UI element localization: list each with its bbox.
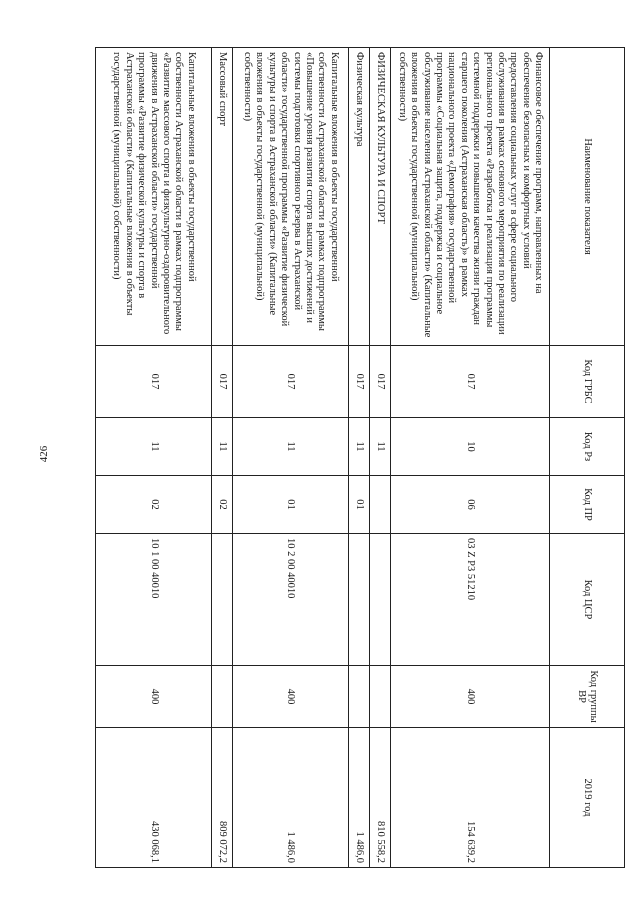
cell-rz: 11 [348,418,369,476]
header-name: Наименование показателя [550,48,625,346]
header-pr: Код ПР [550,476,625,534]
cell-csr: 10 2 00 40010 [232,534,348,666]
table-row [348,48,369,868]
page-number: 426 [38,445,50,463]
cell-name: Массовый спорт [211,48,232,346]
cell-grbs: 017 [390,346,549,418]
header-vr: Код группы ВР [550,666,625,728]
cell-amount: 430 068,1 [96,728,212,868]
cell-csr [369,534,390,666]
cell-vr: 400 [232,666,348,728]
header-row [550,48,625,868]
cell-name: Физическая культура [348,48,369,346]
cell-pr: 02 [96,476,212,534]
cell-grbs: 017 [369,346,390,418]
cell-amount: 809 072,2 [211,728,232,868]
cell-amount: 154 639,2 [390,728,549,868]
cell-vr: 400 [96,666,212,728]
header-csr: Код ЦСР [550,534,625,666]
cell-name: Капитальные вложения в объекты государственной собственности Астраханской области в рамках подпрограммы «Развитие массового спорта и физкультурно-оздоровительного движения в Астраханской области» государственной программы «Развитие физической культуры и спорта в Астраханской области» (Капитальные вложения в объекты государственной (муниципальной) собственности) [96,48,212,346]
table-header [550,48,625,868]
budget-table [95,47,625,868]
header-year: 2019 год [550,728,625,868]
header-rz: Код Рз [550,418,625,476]
cell-pr: 01 [348,476,369,534]
cell-amount: 1 486,0 [232,728,348,868]
cell-rz: 11 [369,418,390,476]
cell-csr: 10 1 00 40010 [96,534,212,666]
table-row [211,48,232,868]
table-row [390,48,549,868]
cell-pr: 01 [232,476,348,534]
cell-rz: 11 [96,418,212,476]
cell-name: Финансовое обеспечение программ, направленных на обеспечение безопасных и комфортных условий предоставления социальных услуг в сфере социального обслуживания в рамках основного мероприятия по реализации регионального проекта «Разработка и реализация программы системной поддержки и повышения качества жизни граждан старшего поколения (Астраханская область)» в рамках национального проекта «Демография» государственной программы «Социальная защита, поддержка и социальное обслуживание населения Астраханской области» (Капитальные вложения в объекты государственной (муниципальной) собственности) [390,48,549,346]
cell-amount: 1 486,0 [348,728,369,868]
table-row [232,48,348,868]
cell-csr: 03 Z P3 51210 [390,534,549,666]
table-row [369,48,390,868]
cell-amount: 810 558,2 [369,728,390,868]
header-grbs: Код ГРБС [550,346,625,418]
cell-grbs: 017 [96,346,212,418]
cell-vr [211,666,232,728]
cell-pr [369,476,390,534]
cell-grbs: 017 [348,346,369,418]
cell-vr [369,666,390,728]
cell-vr [348,666,369,728]
cell-pr: 06 [390,476,549,534]
cell-pr: 02 [211,476,232,534]
table-row [96,48,212,868]
cell-rz: 10 [390,418,549,476]
cell-csr [211,534,232,666]
cell-name: Капитальные вложения в объекты государственной собственности Астраханской области в рамках подпрограммы «Повышение уровня развития спорта высших достижений и системы подготовки спортивного резерва в Астраханской области» государственной программы «Развитие физической культуры и спорта в Астраханской области» (Капитальные вложения в объекты государственной (муниципальной) собственности) [232,48,348,346]
rotated-page-content [95,47,625,867]
cell-csr [348,534,369,666]
cell-grbs: 017 [232,346,348,418]
table-body [96,48,550,868]
cell-vr: 400 [390,666,549,728]
cell-grbs: 017 [211,346,232,418]
cell-rz: 11 [211,418,232,476]
cell-name: ФИЗИЧЕСКАЯ КУЛЬТУРА И СПОРТ [369,48,390,346]
cell-rz: 11 [232,418,348,476]
